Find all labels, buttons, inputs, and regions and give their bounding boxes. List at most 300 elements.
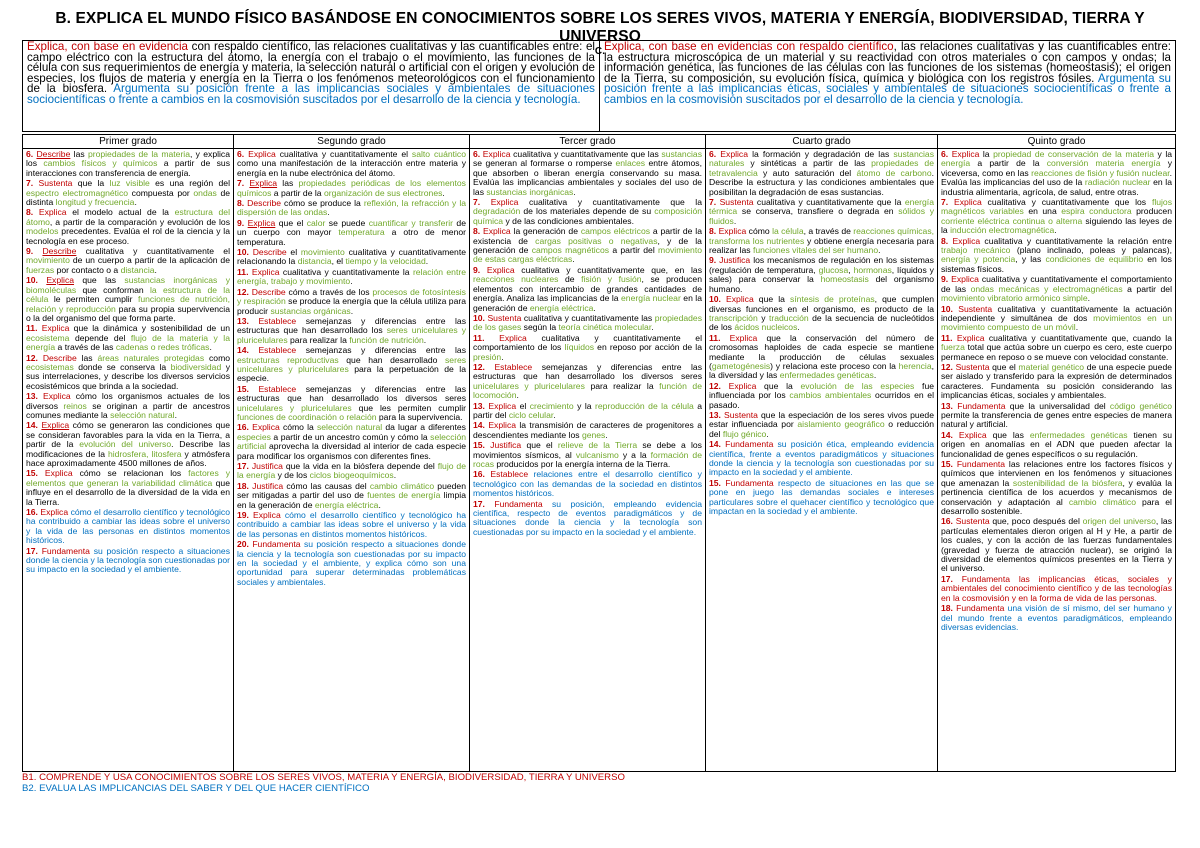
text-run: producen	[1131, 206, 1172, 217]
text-run: aprovecha la diversidad al interior de cada especie para modificar los organismos con diferentes fines.	[237, 441, 466, 461]
text-run: y de los	[275, 470, 310, 481]
competency-item	[941, 275, 1172, 303]
text-run: 6.	[26, 149, 37, 159]
footer-b2: B2. EVALUA LAS IMPLICANCIAS DEL SABER Y DEL QUE HACER CIENTÍFICO	[22, 782, 370, 794]
text-run: función de nutrición	[349, 334, 424, 345]
text-run: sustancias	[661, 149, 702, 159]
text-run: que la universalidad del	[1005, 400, 1110, 411]
text-run: Describe	[36, 149, 71, 159]
text-run: para el desarrollo sostenible.	[941, 496, 1172, 517]
header-grade-3: Tercer grado	[470, 135, 706, 149]
competency-item	[473, 198, 702, 226]
text-run: flujo de la materia y la energía	[26, 332, 230, 353]
text-run: cualitativa y cuantitativamente que, en las	[514, 264, 703, 275]
text-run: que el	[989, 361, 1019, 372]
title-text: B. EXPLICA EL MUNDO FÍSICO BASÁNDOSE EN CONOCIMIENTOS SOBRE LOS SERES VIVOS, MATERIA Y ENERGÍA, BIODIVERSIDAD, TIERRA Y UNIVERSO	[55, 10, 1145, 45]
text-run: que la dinámica y sostenibilidad de un	[69, 323, 230, 334]
text-run: y auto saturación del	[757, 167, 857, 178]
text-run: factores y elementos que generan la variabilidad climática	[26, 468, 230, 488]
text-run: .	[593, 302, 596, 313]
competency-item	[709, 382, 934, 410]
text-run: ecosistema	[26, 332, 70, 343]
text-run: Explica	[486, 264, 515, 275]
text-run: 14.	[709, 439, 726, 450]
competency-item	[941, 517, 1172, 573]
text-run: con respaldo científico, las relaciones cualitativas y las cuantificables entre: el campo eléctrico con la estructura del átomo, la energía con el trabajo o el movimiento, las funciones de la célula con sus requerimientos de energía y materia, la selección natural o artificial con el origen y evolución de especies, los flujos de materia y energía en la Tierra o los fenómenos meteorológicos con el funcionamiento de la biosfera.	[27, 41, 596, 96]
text-run: Fundamenta	[252, 539, 301, 550]
text-run: producidos por la energía interna de la Tierra.	[494, 459, 671, 469]
text-run: aislamiento geográfico	[797, 419, 885, 430]
competency-item	[237, 385, 466, 423]
text-run: 9.	[709, 255, 720, 266]
text-run: que la conservación del número de cromosomas haploides de cada especie se mantiene mediante la producción de células sexuales (	[709, 332, 934, 371]
text-run: cualitativa y cuantitativamente las	[521, 312, 655, 323]
text-run: 16.	[473, 469, 491, 480]
text-run: flujo génico	[722, 428, 767, 439]
text-run: a partir de sus interacciones con transferencia de energía.	[26, 158, 231, 178]
text-run: 7.	[941, 197, 955, 208]
text-run: .	[651, 322, 654, 333]
text-run: energía y potencia	[941, 254, 1016, 265]
text-run: cualitativa y cuantitativamente que las	[510, 149, 662, 159]
text-run: en la industria alimentaria, agrícola, de salud, entre otras.	[941, 177, 1173, 197]
text-run: como	[204, 352, 231, 363]
text-run: estructura del átomo	[26, 207, 230, 227]
text-run: 17.	[237, 461, 252, 471]
text-run: trabajo mecánico	[941, 245, 1011, 256]
text-run: calor	[306, 217, 326, 228]
text-run: .	[154, 264, 157, 275]
competency-item	[473, 150, 702, 197]
text-run: cómo la	[279, 422, 317, 433]
text-run: pueden ser mitigadas a partir del uso de	[237, 480, 466, 501]
text-run: Explica	[718, 226, 747, 237]
competency-item	[473, 334, 702, 362]
competency-item	[237, 288, 466, 316]
text-run: se originan a partir de ancestros comunes mediante la	[26, 400, 231, 420]
competency-item	[237, 248, 466, 267]
text-run: 18.	[237, 480, 253, 491]
text-run: Justifica	[252, 480, 284, 491]
text-run: , el	[331, 256, 346, 267]
text-run: 17.	[941, 573, 962, 584]
text-run: siguiendo las leyes de la	[941, 215, 1172, 236]
text-run: líquidos	[564, 342, 595, 353]
text-run: de la secuencia de nucleótidos de los	[709, 312, 935, 333]
text-run: 9.	[473, 264, 487, 275]
text-run: ) y relaciona este proceso con la	[770, 360, 899, 371]
text-run: gametogénesis	[711, 360, 771, 371]
text-run: cómo se produce la	[281, 198, 364, 209]
competency-item	[26, 547, 230, 575]
text-run: .	[797, 322, 800, 333]
text-run: 12.	[709, 380, 729, 391]
text-run: cualitativa y cuantitativamente la	[279, 266, 413, 277]
text-run: para realizar la	[287, 334, 350, 345]
column-grade-4	[706, 149, 938, 771]
intro-left	[23, 41, 599, 131]
text-run: 10.	[26, 275, 47, 286]
competency-item	[473, 470, 702, 498]
intro-section	[22, 40, 1176, 132]
text-run: Describe	[252, 247, 287, 258]
text-run: que influye en el desarrollo de la diversidad de la vida en la Tierra.	[26, 477, 230, 507]
text-run: organización de sus electrones	[323, 187, 443, 198]
text-run: fisión y fusión	[581, 274, 642, 285]
text-run: ciclos biogeoquímicos	[309, 470, 394, 481]
text-run: inducción electromagnética	[950, 225, 1055, 236]
text-run: a partir del	[609, 245, 659, 256]
text-run: , y evalúa la pertinencia científica de los acuerdos y mecanismos de conservación y adaptación al	[941, 477, 1172, 507]
text-run: precedentes. Evalúa el rol de la ciencia y la tecnología en ese proceso.	[26, 226, 230, 246]
competency-item	[237, 219, 466, 247]
text-run: cómo se generaron las condiciones que se consideran favorables para la vida en la Tierra, a partir de la	[26, 420, 230, 450]
text-run: estructuras reproductivas	[237, 354, 339, 365]
competency-item	[709, 411, 934, 439]
text-run: le permiten cumplir	[48, 294, 138, 305]
text-run: y la	[1154, 149, 1173, 159]
text-run: Sustenta	[955, 516, 990, 527]
text-run: reacciones químicas, transforma los nutrientes	[709, 226, 935, 246]
text-run: síntesis de proteínas	[789, 294, 875, 305]
text-run: a otro de menor temperatura.	[237, 227, 466, 247]
text-run: 14.	[941, 429, 959, 440]
text-run: 13.	[26, 391, 43, 402]
competency-item	[237, 423, 466, 461]
text-run: . Evalúa las implicancias del uso de la	[941, 167, 1173, 188]
text-run: cambio climático	[369, 480, 435, 491]
text-run: Explica	[251, 266, 280, 277]
text-run: 10.	[709, 294, 727, 305]
text-run: 13.	[237, 315, 259, 326]
text-run: .	[425, 256, 429, 267]
text-run: longitud y frecuencia	[55, 197, 135, 208]
text-run: Sustenta	[724, 409, 758, 420]
competency-item	[26, 150, 230, 178]
column-grade-3	[470, 149, 706, 771]
text-run: se produce la energía que la célula utiliza para producir	[237, 296, 467, 316]
text-run: cadenas o redes tróficas	[115, 342, 210, 353]
competency-item	[473, 314, 702, 333]
text-run: conversión materia energía	[1046, 158, 1161, 169]
text-run: fuentes de energía	[367, 490, 441, 501]
competency-item	[237, 268, 466, 287]
competency-item	[941, 334, 1172, 362]
text-run: Explica	[248, 149, 276, 159]
text-run: 8.	[237, 198, 248, 209]
text-run: Fundamenta	[41, 545, 90, 556]
text-run: enfermedades genéticas	[779, 370, 874, 381]
competency-item	[237, 346, 466, 384]
header-grade-2: Segundo grado	[234, 135, 470, 149]
text-run: Fundamenta	[725, 439, 774, 450]
competency-item	[709, 479, 934, 517]
text-run: Sustenta	[487, 312, 522, 323]
text-run: que han desarrollado	[338, 354, 445, 365]
text-run: selección artificial	[237, 431, 466, 452]
text-run: funciones de nutrición, relación y reproducción	[26, 294, 230, 314]
text-run: Describe	[42, 246, 77, 257]
competency-item	[941, 431, 1172, 459]
header-grade-1: Primer grado	[23, 135, 234, 149]
text-run: 7.	[237, 178, 250, 189]
text-run: sólidos y fluidos	[709, 206, 934, 226]
text-run: salto cuántico	[411, 149, 466, 159]
text-run: degradación	[473, 206, 521, 217]
text-run: a partir de la existencia de	[473, 226, 702, 246]
text-run: semejanzas y diferencias entre las estructuras que han desarrollado los diversos seres	[473, 361, 702, 382]
text-run: 11.	[26, 323, 42, 334]
text-run: radiación nuclear	[1084, 177, 1151, 188]
text-run: Explica	[253, 510, 281, 521]
text-run: cómo el desarrollo científico y tecnológico ha contribuido a cambiar las ideas sobre el universo y la vida de las personas en distintos momentos históricos.	[237, 510, 466, 539]
text-run: .	[442, 187, 445, 198]
text-run: 7.	[709, 197, 720, 208]
text-run: donde se conserva la	[73, 361, 171, 372]
text-run: funciones vitales del ser humano	[752, 245, 879, 256]
text-run: de una especie puede ser aislado y transferido para la expresión de determinados caracteres. Fundamenta su posición considerando las implicancias éticas, sociales y ambientales.	[941, 361, 1172, 401]
text-run: 14.	[26, 420, 42, 431]
text-run: Explica	[44, 468, 73, 479]
text-run: las implicancias éticas, sociales y ambientales del conocimiento científico y de las tecnologías en la cosmovisión y en la forma de vida de las personas.	[941, 573, 1172, 603]
text-run: tiempo y la velocidad	[345, 256, 426, 267]
text-run: reproducción de la célula	[595, 400, 694, 411]
intro-right	[599, 41, 1175, 131]
text-run: cómo las causas del	[283, 480, 370, 491]
text-run: ondas	[193, 187, 217, 198]
text-run: propiedades de tetravalencia	[709, 158, 934, 178]
text-run: 15.	[26, 468, 45, 479]
text-run: .	[350, 276, 353, 287]
text-run: 19.	[237, 510, 254, 521]
text-run: homeostasis	[820, 274, 869, 285]
text-run: energía eléctrica	[314, 499, 379, 510]
text-run: que el	[275, 217, 307, 228]
text-run: 6.	[941, 149, 952, 159]
competency-item	[941, 305, 1172, 333]
text-run: áreas naturales protegidas	[97, 352, 205, 363]
text-run: cambios físicos y químicos	[43, 158, 158, 169]
text-run: de	[558, 274, 582, 285]
column-grade-5	[938, 149, 1175, 771]
text-run: y de las condiciones ambientales.	[503, 215, 634, 226]
text-run: .	[605, 429, 608, 440]
header-grade-5: Quinto grado	[938, 135, 1175, 149]
text-run: para realizar la	[584, 380, 660, 391]
text-run: cómo se relacionan los	[72, 468, 189, 479]
text-run: movimiento vibratorio armónico simple	[941, 293, 1088, 304]
text-run: movimientos en un movimiento compuesto de un móvil	[941, 312, 1172, 333]
competency-item	[26, 421, 230, 468]
footer-legend	[22, 773, 1176, 794]
text-run: átomo de carbono	[856, 167, 932, 178]
text-run: 15.	[473, 440, 491, 451]
text-run: .	[378, 499, 381, 510]
text-run: Describe	[42, 352, 77, 363]
competency-item	[26, 354, 230, 392]
text-run: en la generación de	[473, 293, 702, 313]
text-run: hidrosfera, litosfera	[107, 448, 182, 459]
text-run: formación de rocas	[473, 449, 702, 469]
text-run: 12.	[941, 361, 956, 372]
text-run: .	[766, 428, 769, 439]
text-run: vulcanismo	[575, 449, 619, 460]
text-run: condiciones de equilibrio	[1045, 254, 1144, 265]
text-run: flujos magnéticos variables	[941, 197, 1172, 217]
text-run: Explica	[951, 149, 980, 159]
competency-item	[473, 227, 702, 265]
text-run: de un cuerpo a partir de la aplicación de	[69, 255, 230, 266]
text-run: que la vida en la biósfera depende del	[282, 461, 438, 471]
text-run: , y explica los	[26, 149, 230, 169]
text-run: 8.	[473, 226, 483, 237]
competency-item	[941, 460, 1172, 516]
text-run: Fundamenta	[957, 400, 1006, 411]
text-run: .	[516, 390, 519, 401]
text-run: Fundamenta	[725, 477, 774, 488]
text-run: Justifica	[719, 255, 751, 266]
text-run: , las partículas elementales dieron origen al H y He, a partir de los cuales, y con la acción de las fuerzas fundamentales (gravedad y fuerza de atracción nuclear), se originó la diversidad de elementos químicos presentes en la Tierra y el universo.	[941, 516, 1172, 574]
competency-item	[26, 179, 230, 207]
text-run: 6.	[473, 149, 483, 159]
text-run: origen del universo	[1082, 516, 1156, 527]
text-run: Explica	[38, 207, 67, 218]
text-run: y	[757, 312, 769, 323]
text-run: energía térmica	[709, 197, 934, 217]
text-run: Explica	[43, 391, 71, 402]
text-run: .	[327, 207, 330, 218]
text-run: sostenibilidad de la biósfera	[1012, 477, 1123, 488]
competency-item	[237, 462, 466, 481]
text-run: Explica	[954, 197, 982, 208]
text-run: da lugar a diferentes	[382, 422, 466, 433]
text-run: 15.	[709, 477, 726, 488]
text-run: energía	[941, 158, 971, 169]
text-run: 8.	[26, 207, 39, 218]
text-run: la	[979, 149, 994, 159]
text-run: .	[350, 305, 354, 316]
text-run: movimiento	[300, 247, 345, 258]
text-run: 7.	[26, 178, 39, 189]
text-run: 11.	[941, 332, 957, 343]
text-run: como una manifestación de la interacción entre materia y energía en la nube electrónica del átomo.	[237, 158, 466, 178]
text-run: Argumenta su posición frente a las implicancias sociales y ambientales de situaciones sociocientíficas o frente a cambios en la cosmovisión suscitados por el desarrollo de la ciencia y tecnología.	[27, 82, 595, 106]
text-run: que, poco después del	[989, 516, 1083, 527]
text-run: Explica	[726, 294, 754, 305]
competency-item	[26, 208, 230, 246]
competency-item	[237, 317, 466, 345]
text-run: 9.	[237, 217, 248, 228]
text-run: y viceversa, como en las	[941, 158, 1173, 178]
competency-item	[26, 469, 230, 507]
text-run: Fundamenta	[494, 498, 543, 509]
text-run: el	[286, 247, 301, 258]
text-run: , la diversidad y las	[709, 360, 934, 381]
text-run: cualitativa y cuantitativamente relacionando la	[237, 247, 466, 267]
text-run: Explica	[488, 420, 517, 431]
text-run: 17.	[26, 545, 42, 556]
text-run: Explica	[40, 507, 69, 518]
text-run: depende del	[69, 332, 131, 343]
text-run: movimiento de estas cargas eléctricas	[473, 245, 702, 265]
text-run: Explica, con base en evidencias con respaldo científico	[604, 41, 894, 53]
text-run: Explica	[951, 274, 979, 285]
competency-item	[26, 392, 230, 420]
text-run: Justifica	[490, 440, 522, 451]
text-run: seres unicelulares y pluricelulares	[237, 325, 466, 345]
text-run: que el	[521, 440, 558, 451]
text-run: 11.	[237, 266, 252, 277]
text-run: cualitativa y cuantitativamente el comportamiento de los	[473, 332, 702, 353]
text-run: espectro electromagnético	[26, 187, 129, 198]
text-run: que las	[986, 429, 1030, 440]
text-run: es una región del	[149, 178, 230, 189]
text-run: la célula	[772, 226, 804, 237]
text-run: sustancias naturales	[709, 149, 935, 169]
text-run: de los materiales depende de su	[520, 206, 655, 217]
text-run: cargas positivas o negativas	[535, 235, 658, 246]
text-run: a través de las	[55, 342, 116, 353]
text-run: evolución del universo	[79, 439, 172, 450]
text-run: 8.	[941, 235, 953, 246]
competency-item	[237, 511, 466, 539]
text-run: para su propia supervivencia o la del organismo del que forma parte.	[26, 303, 230, 323]
text-run: Sustenta	[958, 303, 993, 314]
text-run: , y las	[1015, 254, 1046, 265]
text-run: transcripción	[709, 312, 758, 323]
text-run: 12.	[26, 352, 43, 363]
text-run: cómo	[746, 226, 773, 237]
text-run: espira conductora	[1061, 206, 1132, 217]
text-run: 10.	[237, 247, 253, 258]
text-run: ondas mecánicas y electromagnéticas	[970, 283, 1123, 294]
text-run: sustancias orgánicas	[270, 305, 351, 316]
text-run: 20.	[237, 539, 253, 550]
text-run: la formación y degradación de las	[748, 149, 894, 159]
text-run: evolución de las especies	[800, 380, 915, 391]
text-run: y la	[573, 400, 596, 411]
text-run: 9.	[26, 246, 43, 257]
text-run: cualitativa y cuantitativamente que los	[981, 197, 1152, 208]
text-run: cualitativa y cuantitativamente que la	[753, 197, 905, 208]
text-run: 15.	[941, 459, 957, 469]
text-run: Explica	[247, 217, 276, 228]
text-run: la generación de	[510, 226, 581, 237]
text-run: 10.	[473, 312, 488, 323]
text-run: .	[423, 334, 427, 345]
text-run: 10.	[941, 303, 959, 314]
text-run: temperatura	[338, 227, 385, 238]
text-run: que la	[72, 178, 110, 189]
text-run: enfermedades genéticas	[1029, 429, 1128, 440]
text-run: campos eléctricos	[580, 226, 651, 237]
text-run: energía nuclear	[621, 293, 681, 304]
text-run: .	[878, 245, 881, 256]
text-run: que la	[753, 294, 790, 305]
grades-table	[22, 134, 1176, 772]
text-run: 6.	[709, 149, 721, 159]
text-run: cualitativa y cuantitativamente el	[76, 246, 230, 257]
competency-item	[709, 150, 934, 197]
text-run: Explica	[728, 380, 757, 391]
text-run: especies	[237, 431, 271, 442]
text-run: sustancias inorgánicas	[486, 186, 574, 197]
text-run: unicelulares y pluricelulares	[473, 380, 585, 391]
text-run: 9.	[941, 274, 952, 285]
competency-item	[473, 266, 702, 313]
text-run: Explica	[490, 197, 519, 208]
competency-item	[237, 150, 466, 178]
